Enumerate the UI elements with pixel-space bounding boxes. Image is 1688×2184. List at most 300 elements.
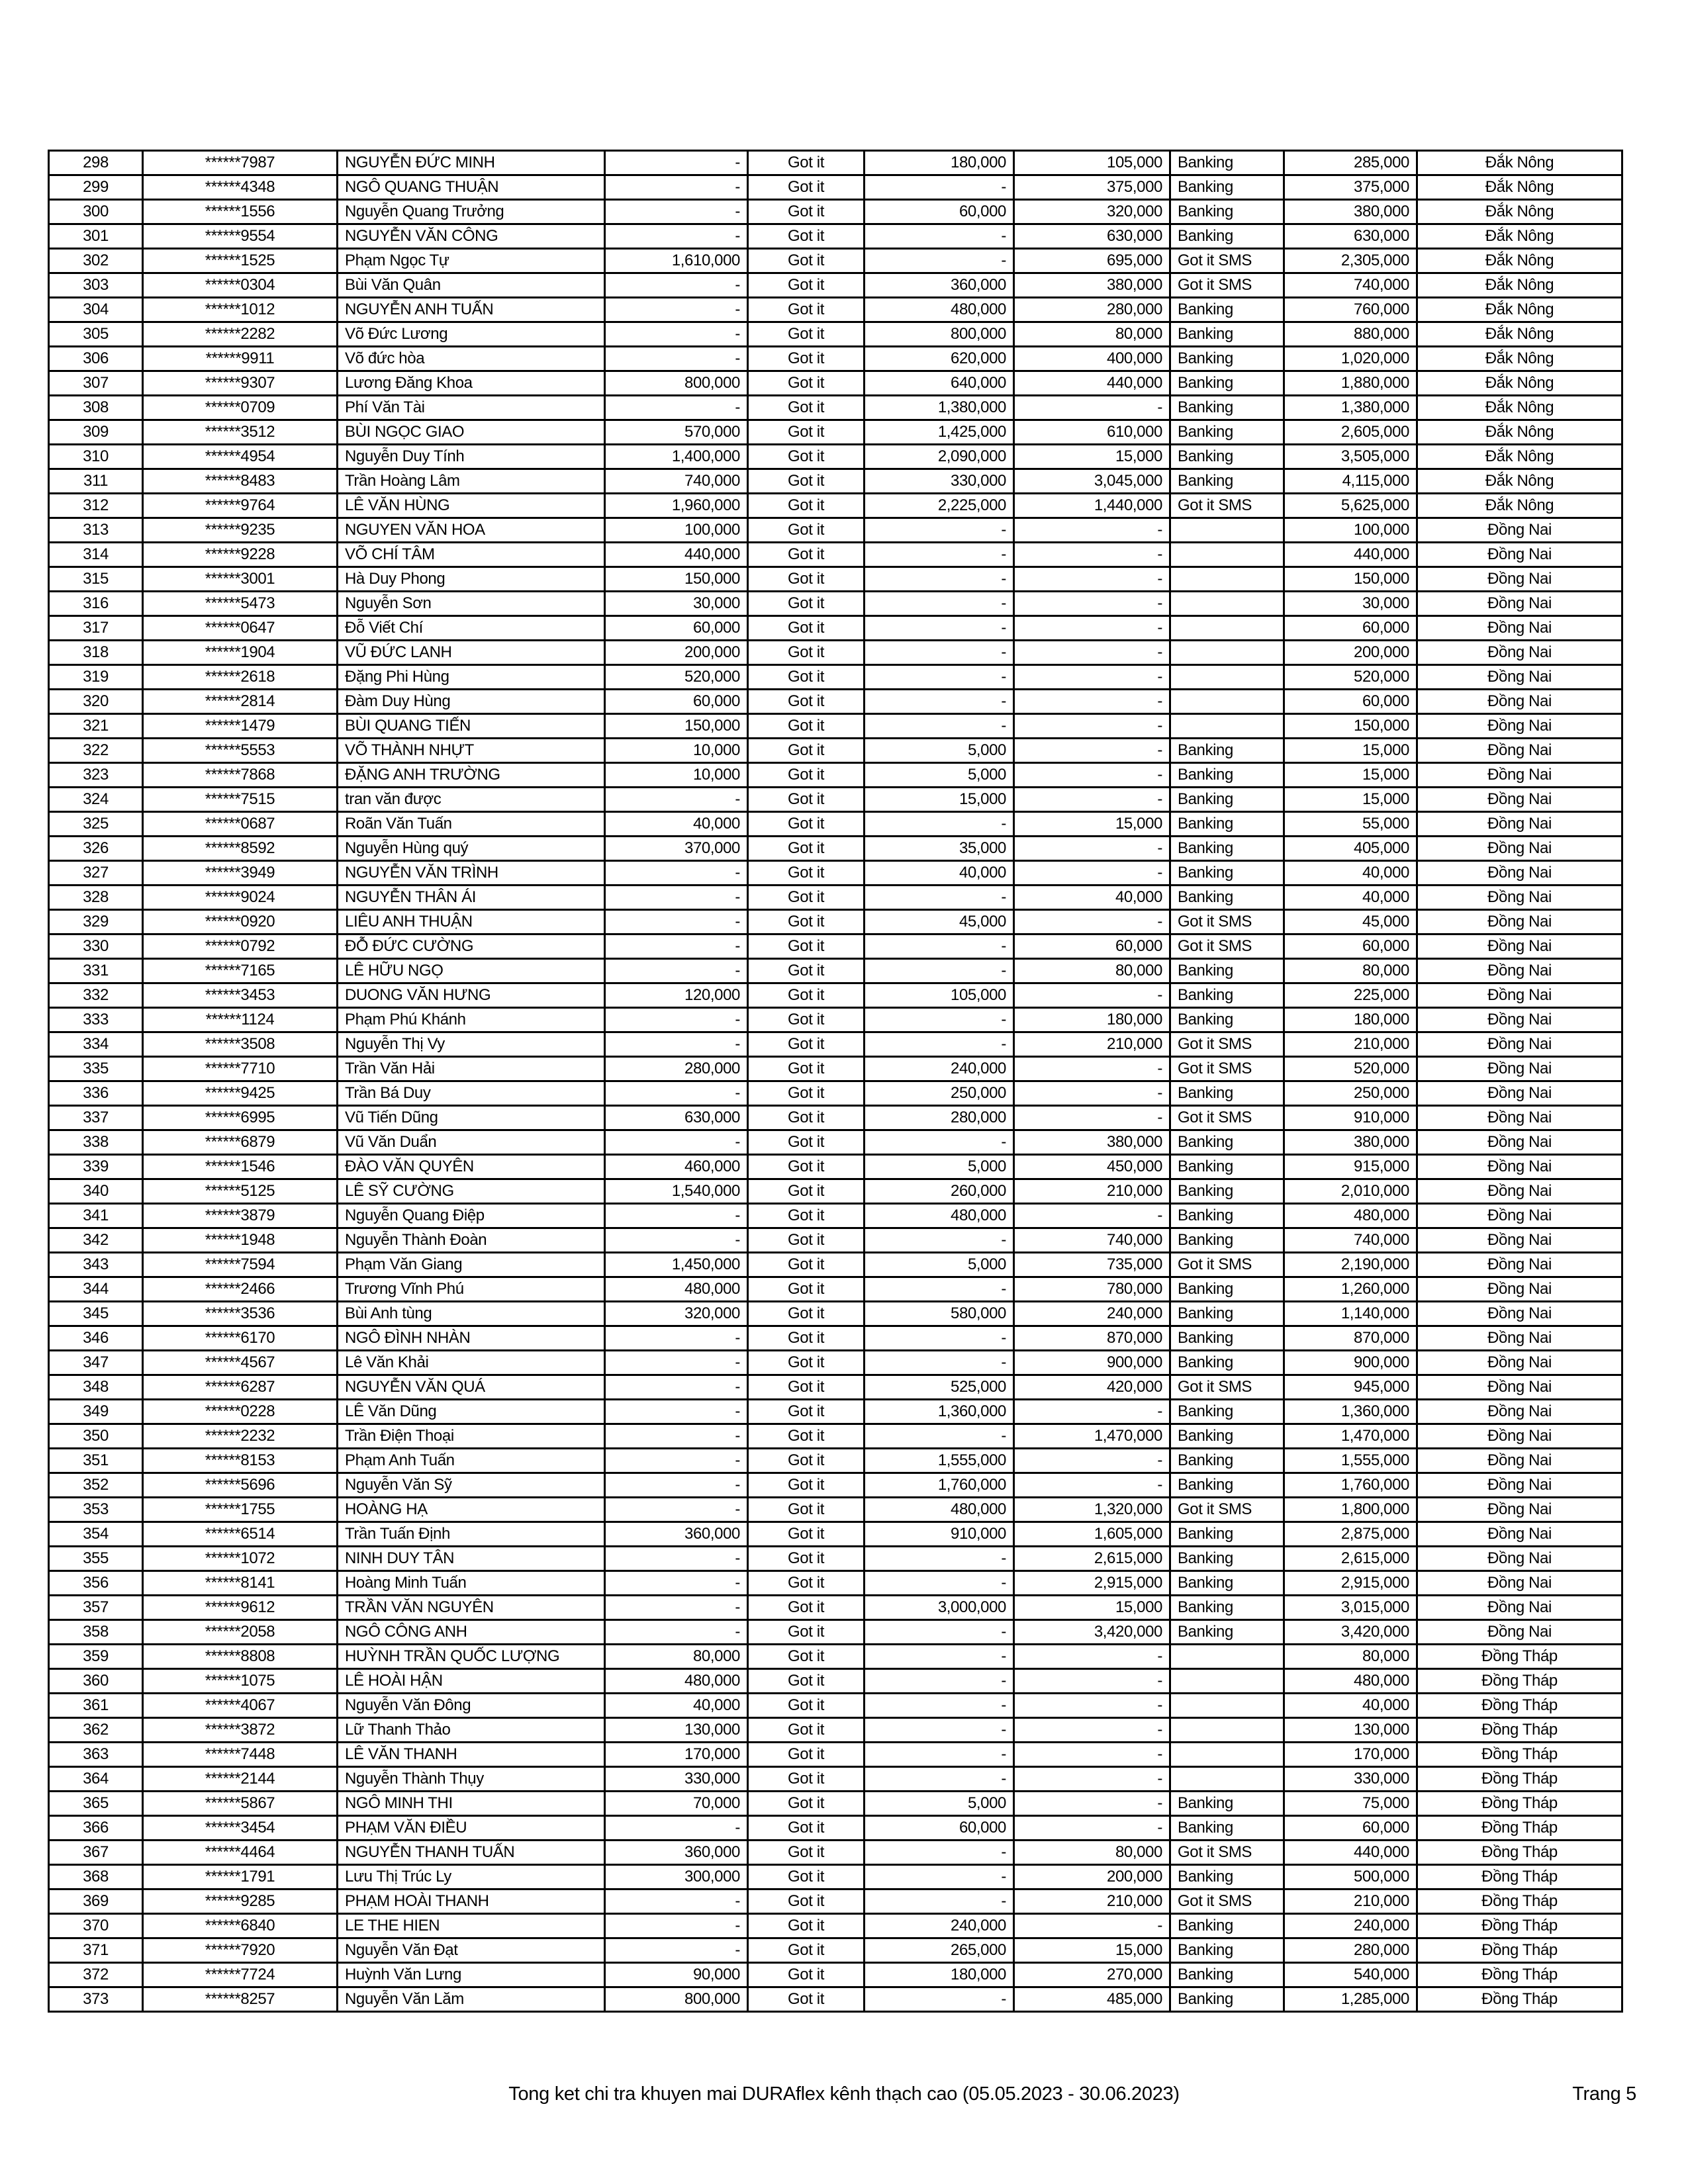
cell-name: ĐỖ ĐỨC CƯỜNG xyxy=(338,934,605,959)
cell-payment_method: Banking xyxy=(1170,886,1284,910)
table-row xyxy=(49,1277,1622,1302)
cell-stt: 331 xyxy=(49,959,143,983)
cell-amount_topup: - xyxy=(865,175,1014,200)
cell-confirm_status: Got it xyxy=(748,1596,865,1620)
cell-amount_cash: 40,000 xyxy=(605,1694,748,1718)
cell-payment_method xyxy=(1170,1694,1284,1718)
cell-total: 3,420,000 xyxy=(1284,1620,1417,1645)
cell-total: 15,000 xyxy=(1284,739,1417,763)
cell-amount_topup: - xyxy=(865,616,1014,641)
cell-amount_extra: - xyxy=(1014,788,1170,812)
cell-name: NGUYỄN THÂN ÁI xyxy=(338,886,605,910)
cell-confirm_status: Got it xyxy=(748,1792,865,1816)
cell-confirm_status: Got it xyxy=(748,1865,865,1889)
cell-province: Đồng Nai xyxy=(1417,518,1622,543)
cell-name: NGUYEN VĂN HOA xyxy=(338,518,605,543)
cell-amount_extra: 375,000 xyxy=(1014,175,1170,200)
cell-confirm_status: Got it xyxy=(748,714,865,739)
cell-confirm_status: Got it xyxy=(748,1718,865,1743)
cell-province: Đắk Nông xyxy=(1417,175,1622,200)
table-row xyxy=(49,1498,1622,1522)
cell-stt: 324 xyxy=(49,788,143,812)
cell-phone: ******1072 xyxy=(143,1547,338,1571)
cell-amount_extra: - xyxy=(1014,592,1170,616)
cell-amount_topup: - xyxy=(865,934,1014,959)
table-row xyxy=(49,1130,1622,1155)
cell-name: Lưu Thị Trúc Ly xyxy=(338,1865,605,1889)
cell-payment_method: Banking xyxy=(1170,1424,1284,1449)
cell-province: Đồng Nai xyxy=(1417,1179,1622,1204)
table-row xyxy=(49,1179,1622,1204)
cell-province: Đồng Nai xyxy=(1417,1204,1622,1228)
cell-amount_extra: 320,000 xyxy=(1014,200,1170,224)
cell-phone: ******2232 xyxy=(143,1424,338,1449)
cell-amount_extra: 735,000 xyxy=(1014,1253,1170,1277)
cell-phone: ******0920 xyxy=(143,910,338,934)
cell-province: Đồng Nai xyxy=(1417,1253,1622,1277)
cell-amount_cash: 440,000 xyxy=(605,543,748,567)
cell-amount_topup: - xyxy=(865,249,1014,273)
cell-amount_cash: 130,000 xyxy=(605,1718,748,1743)
cell-name: Phạm Phú Khánh xyxy=(338,1008,605,1032)
cell-amount_extra: 240,000 xyxy=(1014,1302,1170,1326)
cell-stt: 330 xyxy=(49,934,143,959)
cell-amount_topup: - xyxy=(865,641,1014,665)
cell-name: LÊ VĂN HÙNG xyxy=(338,494,605,518)
cell-amount_topup: 1,380,000 xyxy=(865,396,1014,420)
cell-payment_method: Banking xyxy=(1170,1914,1284,1938)
cell-amount_topup: 250,000 xyxy=(865,1081,1014,1106)
cell-name: Lê Văn Khải xyxy=(338,1351,605,1375)
cell-name: Nguyễn Quang Trưởng xyxy=(338,200,605,224)
cell-amount_cash: - xyxy=(605,934,748,959)
cell-stt: 320 xyxy=(49,690,143,714)
cell-name: Nguyễn Thành Đoàn xyxy=(338,1228,605,1253)
cell-phone: ******0687 xyxy=(143,812,338,837)
cell-total: 380,000 xyxy=(1284,1130,1417,1155)
cell-amount_extra: - xyxy=(1014,714,1170,739)
cell-amount_topup: 910,000 xyxy=(865,1522,1014,1547)
cell-stt: 338 xyxy=(49,1130,143,1155)
cell-province: Đồng Nai xyxy=(1417,1326,1622,1351)
cell-amount_cash: - xyxy=(605,1375,748,1400)
cell-stt: 306 xyxy=(49,347,143,371)
cell-stt: 310 xyxy=(49,445,143,469)
cell-amount_cash: - xyxy=(605,1228,748,1253)
table-row xyxy=(49,812,1622,837)
cell-name: Nguyễn Thị Vy xyxy=(338,1032,605,1057)
cell-amount_topup: 5,000 xyxy=(865,1155,1014,1179)
cell-stt: 347 xyxy=(49,1351,143,1375)
cell-province: Đồng Nai xyxy=(1417,1081,1622,1106)
cell-amount_cash: 1,540,000 xyxy=(605,1179,748,1204)
table-row xyxy=(49,445,1622,469)
cell-payment_method xyxy=(1170,1718,1284,1743)
cell-amount_cash: - xyxy=(605,322,748,347)
cell-province: Đồng Tháp xyxy=(1417,1816,1622,1841)
cell-name: Nguyễn Duy Tính xyxy=(338,445,605,469)
cell-amount_cash: 480,000 xyxy=(605,1277,748,1302)
cell-payment_method: Got it SMS xyxy=(1170,934,1284,959)
cell-amount_cash: 480,000 xyxy=(605,1669,748,1694)
cell-name: Bùi Văn Quân xyxy=(338,273,605,298)
cell-amount_extra: 15,000 xyxy=(1014,812,1170,837)
cell-amount_cash: - xyxy=(605,1032,748,1057)
cell-province: Đồng Nai xyxy=(1417,763,1622,788)
cell-name: VÕ CHÍ TÂM xyxy=(338,543,605,567)
cell-total: 440,000 xyxy=(1284,1841,1417,1865)
cell-phone: ******1479 xyxy=(143,714,338,739)
cell-amount_cash: 150,000 xyxy=(605,714,748,739)
table-row xyxy=(49,469,1622,494)
cell-phone: ******4954 xyxy=(143,445,338,469)
table-row xyxy=(49,910,1622,934)
cell-phone: ******9612 xyxy=(143,1596,338,1620)
cell-total: 60,000 xyxy=(1284,934,1417,959)
cell-amount_cash: - xyxy=(605,1473,748,1498)
cell-payment_method: Banking xyxy=(1170,1155,1284,1179)
cell-confirm_status: Got it xyxy=(748,1351,865,1375)
cell-payment_method: Banking xyxy=(1170,763,1284,788)
cell-amount_topup: - xyxy=(865,592,1014,616)
cell-amount_extra: 210,000 xyxy=(1014,1179,1170,1204)
cell-amount_cash: - xyxy=(605,1130,748,1155)
cell-amount_cash: 200,000 xyxy=(605,641,748,665)
cell-amount_cash: - xyxy=(605,1938,748,1963)
table-row xyxy=(49,175,1622,200)
table-row xyxy=(49,1400,1622,1424)
cell-confirm_status: Got it xyxy=(748,641,865,665)
cell-province: Đắk Nông xyxy=(1417,494,1622,518)
cell-payment_method xyxy=(1170,690,1284,714)
cell-province: Đồng Nai xyxy=(1417,592,1622,616)
cell-stt: 327 xyxy=(49,861,143,886)
cell-amount_topup: 525,000 xyxy=(865,1375,1014,1400)
cell-amount_cash: 60,000 xyxy=(605,690,748,714)
cell-stt: 325 xyxy=(49,812,143,837)
cell-phone: ******3453 xyxy=(143,983,338,1008)
cell-phone: ******2618 xyxy=(143,665,338,690)
cell-amount_cash: 360,000 xyxy=(605,1841,748,1865)
cell-province: Đắk Nông xyxy=(1417,469,1622,494)
cell-amount_cash: 320,000 xyxy=(605,1302,748,1326)
cell-confirm_status: Got it xyxy=(748,1522,865,1547)
cell-confirm_status: Got it xyxy=(748,1057,865,1081)
cell-confirm_status: Got it xyxy=(748,1841,865,1865)
cell-total: 170,000 xyxy=(1284,1743,1417,1767)
cell-amount_extra: 200,000 xyxy=(1014,1865,1170,1889)
cell-name: Võ đức hòa xyxy=(338,347,605,371)
cell-stt: 362 xyxy=(49,1718,143,1743)
cell-confirm_status: Got it xyxy=(748,1473,865,1498)
cell-name: NGUYỄN ANH TUẤN xyxy=(338,298,605,322)
cell-amount_cash: - xyxy=(605,1816,748,1841)
cell-amount_cash: 630,000 xyxy=(605,1106,748,1130)
cell-phone: ******0792 xyxy=(143,934,338,959)
cell-payment_method xyxy=(1170,518,1284,543)
cell-amount_cash: 1,610,000 xyxy=(605,249,748,273)
cell-amount_topup: - xyxy=(865,1130,1014,1155)
cell-amount_extra: - xyxy=(1014,1669,1170,1694)
cell-confirm_status: Got it xyxy=(748,1253,865,1277)
cell-amount_extra: 420,000 xyxy=(1014,1375,1170,1400)
cell-amount_cash: - xyxy=(605,959,748,983)
cell-province: Đồng Nai xyxy=(1417,934,1622,959)
cell-amount_topup: - xyxy=(865,665,1014,690)
cell-amount_topup: - xyxy=(865,1865,1014,1889)
cell-amount_topup: 620,000 xyxy=(865,347,1014,371)
cell-amount_topup: 1,555,000 xyxy=(865,1449,1014,1473)
cell-payment_method: Got it SMS xyxy=(1170,1057,1284,1081)
table-row xyxy=(49,1449,1622,1473)
cell-total: 1,360,000 xyxy=(1284,1400,1417,1424)
cell-amount_cash: - xyxy=(605,151,748,175)
cell-confirm_status: Got it xyxy=(748,1987,865,2012)
cell-phone: ******1075 xyxy=(143,1669,338,1694)
cell-amount_topup: - xyxy=(865,1620,1014,1645)
cell-name: Đàm Duy Hùng xyxy=(338,690,605,714)
cell-total: 80,000 xyxy=(1284,1645,1417,1669)
cell-payment_method: Banking xyxy=(1170,347,1284,371)
table-row xyxy=(49,1326,1622,1351)
cell-total: 15,000 xyxy=(1284,788,1417,812)
cell-phone: ******2466 xyxy=(143,1277,338,1302)
cell-amount_topup: 45,000 xyxy=(865,910,1014,934)
table-row xyxy=(49,1620,1622,1645)
cell-phone: ******9307 xyxy=(143,371,338,396)
cell-amount_extra: 900,000 xyxy=(1014,1351,1170,1375)
cell-total: 740,000 xyxy=(1284,273,1417,298)
table-row xyxy=(49,690,1622,714)
cell-amount_extra: - xyxy=(1014,861,1170,886)
cell-total: 3,505,000 xyxy=(1284,445,1417,469)
cell-name: NGÔ QUANG THUẬN xyxy=(338,175,605,200)
cell-confirm_status: Got it xyxy=(748,1449,865,1473)
cell-amount_extra: 105,000 xyxy=(1014,151,1170,175)
cell-province: Đồng Nai xyxy=(1417,812,1622,837)
cell-payment_method: Banking xyxy=(1170,371,1284,396)
cell-amount_topup: - xyxy=(865,1547,1014,1571)
cell-phone: ******1546 xyxy=(143,1155,338,1179)
cell-confirm_status: Got it xyxy=(748,739,865,763)
cell-phone: ******8592 xyxy=(143,837,338,861)
table-row xyxy=(49,714,1622,739)
cell-total: 520,000 xyxy=(1284,1057,1417,1081)
cell-payment_method: Banking xyxy=(1170,983,1284,1008)
cell-amount_extra: - xyxy=(1014,567,1170,592)
cell-amount_extra: - xyxy=(1014,1914,1170,1938)
cell-province: Đồng Nai xyxy=(1417,714,1622,739)
cell-amount_cash: - xyxy=(605,1449,748,1473)
cell-confirm_status: Got it xyxy=(748,322,865,347)
cell-total: 520,000 xyxy=(1284,665,1417,690)
cell-amount_cash: 10,000 xyxy=(605,739,748,763)
cell-amount_topup: - xyxy=(865,886,1014,910)
cell-amount_topup: - xyxy=(865,1277,1014,1302)
cell-amount_extra: - xyxy=(1014,690,1170,714)
cell-name: Trần Bá Duy xyxy=(338,1081,605,1106)
cell-phone: ******2282 xyxy=(143,322,338,347)
cell-amount_topup: - xyxy=(865,1571,1014,1596)
cell-amount_topup: - xyxy=(865,1767,1014,1792)
cell-amount_extra: 1,440,000 xyxy=(1014,494,1170,518)
cell-phone: ******3879 xyxy=(143,1204,338,1228)
cell-payment_method: Banking xyxy=(1170,1351,1284,1375)
cell-name: Trần Tuấn Định xyxy=(338,1522,605,1547)
cell-stt: 300 xyxy=(49,200,143,224)
cell-total: 2,605,000 xyxy=(1284,420,1417,445)
cell-province: Đồng Tháp xyxy=(1417,1914,1622,1938)
cell-confirm_status: Got it xyxy=(748,1008,865,1032)
cell-phone: ******7710 xyxy=(143,1057,338,1081)
cell-name: ĐÀO VĂN QUYÊN xyxy=(338,1155,605,1179)
cell-payment_method: Banking xyxy=(1170,224,1284,249)
cell-province: Đắk Nông xyxy=(1417,298,1622,322)
cell-name: Hà Duy Phong xyxy=(338,567,605,592)
cell-amount_cash: - xyxy=(605,1620,748,1645)
table-row xyxy=(49,1767,1622,1792)
cell-amount_extra: - xyxy=(1014,1473,1170,1498)
cell-payment_method: Banking xyxy=(1170,1204,1284,1228)
cell-name: NINH DUY TÂN xyxy=(338,1547,605,1571)
cell-payment_method: Banking xyxy=(1170,812,1284,837)
table-row xyxy=(49,200,1622,224)
cell-confirm_status: Got it xyxy=(748,1400,865,1424)
cell-name: Đặng Phi Hùng xyxy=(338,665,605,690)
cell-amount_extra: - xyxy=(1014,518,1170,543)
cell-amount_extra: - xyxy=(1014,1694,1170,1718)
cell-amount_topup: 15,000 xyxy=(865,788,1014,812)
cell-confirm_status: Got it xyxy=(748,1963,865,1987)
cell-amount_cash: - xyxy=(605,1204,748,1228)
cell-total: 1,020,000 xyxy=(1284,347,1417,371)
cell-phone: ******7165 xyxy=(143,959,338,983)
cell-province: Đồng Nai xyxy=(1417,543,1622,567)
table-row xyxy=(49,1081,1622,1106)
cell-total: 1,555,000 xyxy=(1284,1449,1417,1473)
table-row xyxy=(49,347,1622,371)
cell-amount_topup: 60,000 xyxy=(865,1816,1014,1841)
cell-confirm_status: Got it xyxy=(748,1547,865,1571)
table-row xyxy=(49,543,1622,567)
cell-payment_method xyxy=(1170,1645,1284,1669)
cell-name: Trần Hoàng Lâm xyxy=(338,469,605,494)
cell-amount_topup: - xyxy=(865,567,1014,592)
cell-stt: 314 xyxy=(49,543,143,567)
cell-stt: 335 xyxy=(49,1057,143,1081)
cell-phone: ******3949 xyxy=(143,861,338,886)
cell-amount_extra: - xyxy=(1014,396,1170,420)
table-row xyxy=(49,959,1622,983)
cell-amount_cash: - xyxy=(605,347,748,371)
cell-confirm_status: Got it xyxy=(748,371,865,396)
cell-name: NGUYỄN VĂN CÔNG xyxy=(338,224,605,249)
table-row xyxy=(49,1253,1622,1277)
cell-payment_method: Banking xyxy=(1170,1400,1284,1424)
cell-amount_cash: - xyxy=(605,1400,748,1424)
table-row xyxy=(49,249,1622,273)
cell-total: 60,000 xyxy=(1284,1816,1417,1841)
cell-amount_extra: - xyxy=(1014,910,1170,934)
cell-confirm_status: Got it xyxy=(748,910,865,934)
cell-amount_cash: - xyxy=(605,175,748,200)
cell-name: Bùi Anh tùng xyxy=(338,1302,605,1326)
cell-total: 180,000 xyxy=(1284,1008,1417,1032)
cell-province: Đồng Tháp xyxy=(1417,1792,1622,1816)
cell-confirm_status: Got it xyxy=(748,1767,865,1792)
cell-stt: 348 xyxy=(49,1375,143,1400)
cell-payment_method: Banking xyxy=(1170,1571,1284,1596)
cell-phone: ******9228 xyxy=(143,543,338,567)
cell-phone: ******8808 xyxy=(143,1645,338,1669)
table-row xyxy=(49,1375,1622,1400)
cell-payment_method: Banking xyxy=(1170,175,1284,200)
cell-phone: ******5125 xyxy=(143,1179,338,1204)
cell-amount_cash: 70,000 xyxy=(605,1792,748,1816)
cell-stt: 343 xyxy=(49,1253,143,1277)
cell-province: Đồng Tháp xyxy=(1417,1669,1622,1694)
cell-payment_method: Got it SMS xyxy=(1170,1032,1284,1057)
cell-stt: 372 xyxy=(49,1963,143,1987)
cell-amount_topup: - xyxy=(865,1645,1014,1669)
cell-province: Đắk Nông xyxy=(1417,224,1622,249)
cell-amount_topup: - xyxy=(865,1694,1014,1718)
cell-amount_cash: 90,000 xyxy=(605,1963,748,1987)
cell-confirm_status: Got it xyxy=(748,1938,865,1963)
cell-province: Đắk Nông xyxy=(1417,396,1622,420)
cell-stt: 336 xyxy=(49,1081,143,1106)
cell-total: 880,000 xyxy=(1284,322,1417,347)
cell-amount_cash: 520,000 xyxy=(605,665,748,690)
cell-payment_method: Got it SMS xyxy=(1170,1253,1284,1277)
cell-stt: 339 xyxy=(49,1155,143,1179)
footer-page-number: Trang 5 xyxy=(1572,2083,1636,2105)
cell-amount_extra: 15,000 xyxy=(1014,1938,1170,1963)
cell-phone: ******9024 xyxy=(143,886,338,910)
cell-amount_topup: 800,000 xyxy=(865,322,1014,347)
cell-total: 405,000 xyxy=(1284,837,1417,861)
cell-confirm_status: Got it xyxy=(748,1743,865,1767)
cell-payment_method: Banking xyxy=(1170,1130,1284,1155)
cell-total: 1,760,000 xyxy=(1284,1473,1417,1498)
table-row xyxy=(49,1694,1622,1718)
cell-stt: 361 xyxy=(49,1694,143,1718)
cell-payment_method: Banking xyxy=(1170,1620,1284,1645)
table-row xyxy=(49,371,1622,396)
cell-total: 1,140,000 xyxy=(1284,1302,1417,1326)
cell-phone: ******6514 xyxy=(143,1522,338,1547)
cell-amount_cash: 570,000 xyxy=(605,420,748,445)
table-row xyxy=(49,1816,1622,1841)
cell-amount_extra: - xyxy=(1014,1449,1170,1473)
cell-total: 540,000 xyxy=(1284,1963,1417,1987)
cell-province: Đắk Nông xyxy=(1417,371,1622,396)
cell-amount_extra: 270,000 xyxy=(1014,1963,1170,1987)
cell-payment_method: Banking xyxy=(1170,1008,1284,1032)
cell-stt: 354 xyxy=(49,1522,143,1547)
cell-name: Hoàng Minh Tuấn xyxy=(338,1571,605,1596)
cell-confirm_status: Got it xyxy=(748,959,865,983)
cell-total: 15,000 xyxy=(1284,763,1417,788)
cell-payment_method: Banking xyxy=(1170,1596,1284,1620)
cell-amount_extra: 3,045,000 xyxy=(1014,469,1170,494)
cell-province: Đồng Nai xyxy=(1417,616,1622,641)
cell-name: DUONG VĂN HƯNG xyxy=(338,983,605,1008)
cell-payment_method: Got it SMS xyxy=(1170,1106,1284,1130)
cell-amount_topup: 240,000 xyxy=(865,1057,1014,1081)
cell-payment_method xyxy=(1170,641,1284,665)
cell-amount_extra: - xyxy=(1014,1645,1170,1669)
